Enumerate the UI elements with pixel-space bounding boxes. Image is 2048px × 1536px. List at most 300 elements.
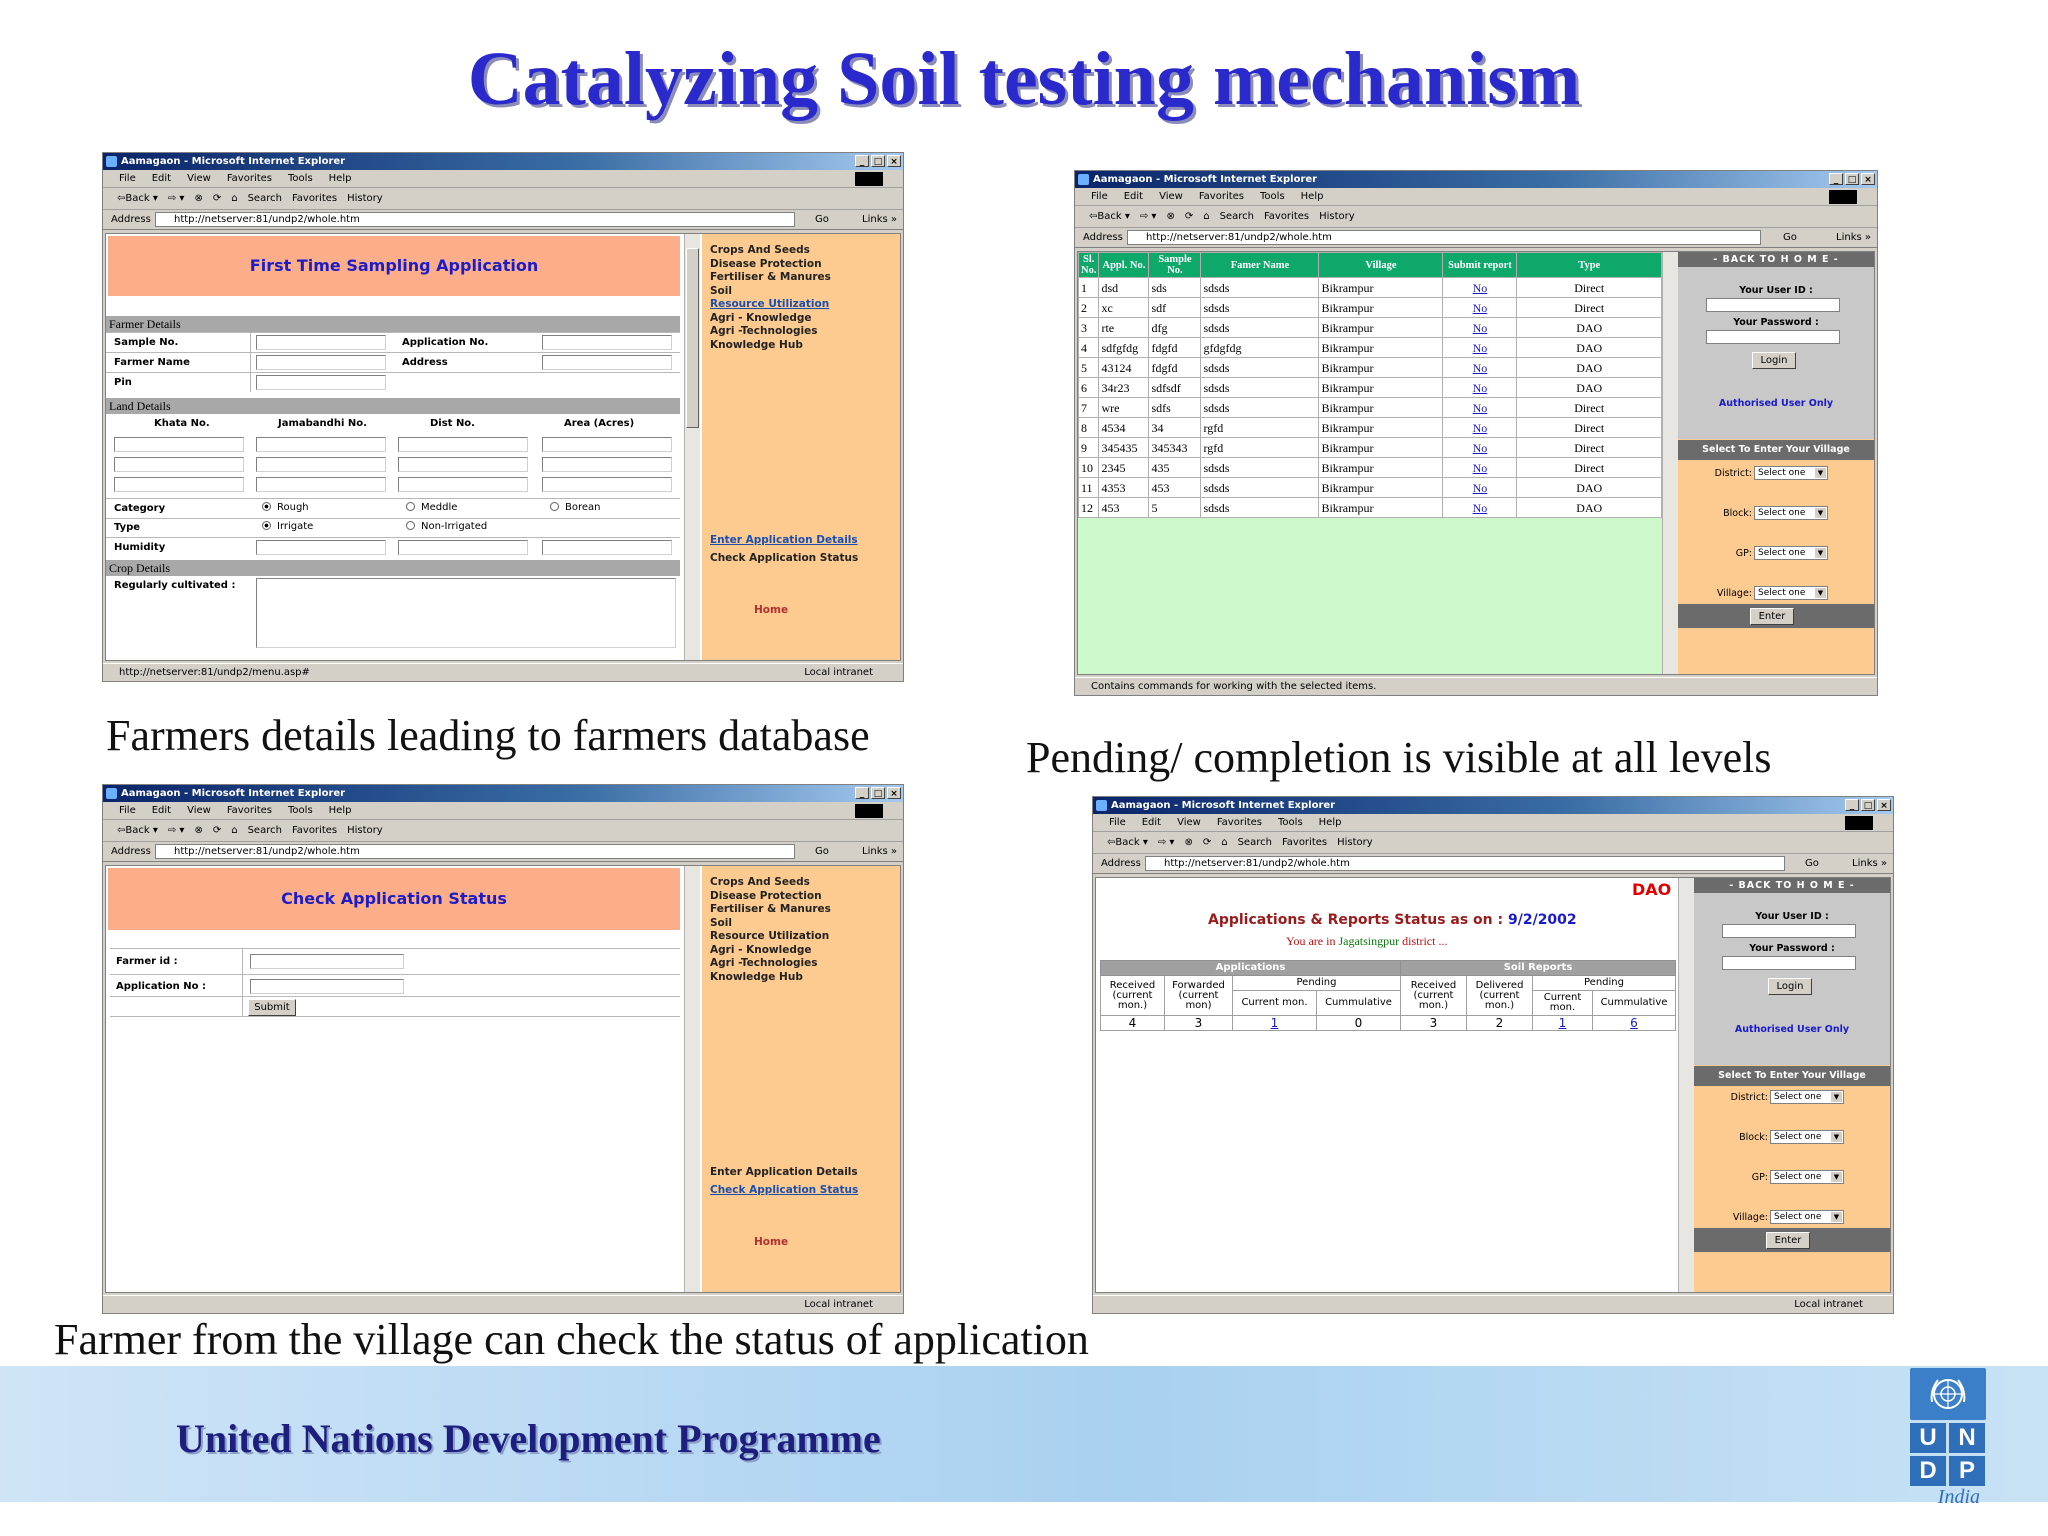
gp-select[interactable]: Select one ▼ <box>1770 1170 1844 1184</box>
menu-help[interactable]: Help <box>1300 191 1324 202</box>
cell-farmer-name: rgfd <box>1201 438 1319 458</box>
go-button[interactable]: Go <box>815 214 829 225</box>
gp-select[interactable]: Select one ▼ <box>1754 546 1828 560</box>
application-no-input[interactable] <box>250 979 404 994</box>
cell-appl-no: 4353 <box>1099 478 1149 498</box>
forward-button[interactable]: ⇨ ▾ <box>167 825 185 836</box>
login-panel <box>1694 878 1890 1292</box>
table-row <box>1079 318 1662 338</box>
menu-tools[interactable]: Tools <box>288 805 313 816</box>
logo-letter: N <box>1949 1423 1985 1453</box>
table-row <box>1079 478 1662 498</box>
jamabandhi-input[interactable] <box>256 437 386 452</box>
cell-farmer-name: sdsds <box>1201 458 1319 478</box>
browser-window-check-status <box>102 784 904 1314</box>
menu-help[interactable]: Help <box>1318 817 1342 828</box>
table-row <box>1101 1016 1676 1031</box>
col-app-received: Received (current mon.) <box>1101 976 1165 1016</box>
cell-farmer-name: sdsds <box>1201 498 1319 518</box>
divider <box>242 948 243 1016</box>
favorites-button[interactable]: Favorites <box>291 825 338 836</box>
menu-file[interactable]: File <box>119 805 136 816</box>
maximize-icon[interactable]: □ <box>1861 799 1875 811</box>
window-titlebar[interactable]: Aamagaon - Microsoft Internet Explorer _ □ × <box>1093 797 1893 814</box>
group-applications: Applications <box>1101 961 1401 976</box>
window-titlebar[interactable]: Aamagaon - Microsoft Internet Explorer _ □ × <box>1075 171 1877 188</box>
cell-type: Direct <box>1517 298 1662 318</box>
cell-sample-no: sdfs <box>1149 398 1201 418</box>
cell-type: Direct <box>1517 418 1662 438</box>
jamabandhi-input[interactable] <box>256 457 386 472</box>
divider <box>106 372 680 373</box>
col-app-pending-current: Current mon. <box>1233 991 1317 1016</box>
ie-icon <box>1078 174 1089 185</box>
menu-crops-and-seeds[interactable]: Crops And Seeds <box>710 876 810 888</box>
dao-label: DAO <box>1632 880 1672 899</box>
cell-farmer-name: sdsds <box>1201 318 1319 338</box>
menu-favorites[interactable]: Favorites <box>226 805 273 816</box>
refresh-icon[interactable]: ⟳ <box>1202 837 1212 848</box>
page-content <box>105 233 901 661</box>
address-input[interactable]: http://netserver:81/undp2/whole.htm <box>1145 856 1785 871</box>
farmer-id-label: Farmer id : <box>116 956 178 967</box>
logo-letter: D <box>1910 1456 1946 1486</box>
application-no-input[interactable] <box>542 335 672 350</box>
menu-help[interactable]: Help <box>328 173 352 184</box>
favorites-button[interactable]: Favorites <box>1263 211 1310 222</box>
search-button[interactable]: Search <box>247 193 282 204</box>
type-irrigate-radio[interactable]: Irrigate <box>262 521 313 532</box>
block-select[interactable]: Select one ▼ <box>1770 1130 1844 1144</box>
menu-soil[interactable]: Soil <box>710 916 732 929</box>
enter-application-link[interactable]: Enter Application Details <box>710 1166 858 1178</box>
farmer-name-label: Farmer Name <box>114 357 190 368</box>
menu-view[interactable]: View <box>1177 817 1201 828</box>
submit-button[interactable]: Submit <box>248 999 296 1016</box>
go-button[interactable]: Go <box>1805 858 1819 869</box>
section-farmer: Farmer Details <box>106 316 680 332</box>
enter-button[interactable]: Enter <box>1750 608 1794 625</box>
status-bar <box>103 663 903 681</box>
login-button[interactable]: Login <box>1768 978 1812 995</box>
toolbar <box>103 820 903 842</box>
cell-submit-report[interactable]: No <box>1443 458 1517 478</box>
page-content <box>105 865 901 1293</box>
close-icon[interactable]: × <box>1877 799 1891 811</box>
links-button[interactable]: Links » <box>862 846 897 857</box>
user-id-input[interactable] <box>1706 298 1840 312</box>
village-select[interactable]: Select one ▼ <box>1770 1210 1844 1224</box>
home-icon[interactable]: ⌂ <box>231 825 238 836</box>
home-icon[interactable]: ⌂ <box>1221 837 1228 848</box>
col-sl-no: Sl. No. <box>1079 253 1099 278</box>
status-zone: Local intranet <box>804 1299 873 1310</box>
stop-icon[interactable]: ⊗ <box>1184 837 1193 848</box>
search-button[interactable]: Search <box>1219 211 1254 222</box>
cell-submit-report[interactable]: No <box>1443 498 1517 518</box>
window-titlebar[interactable]: Aamagaon - Microsoft Internet Explorer _ □ × <box>103 785 903 802</box>
farmer-name-input[interactable] <box>256 355 386 370</box>
divider <box>250 332 251 392</box>
menu-edit[interactable]: Edit <box>1123 191 1144 202</box>
cell-sl-no: 4 <box>1079 338 1099 358</box>
maximize-icon[interactable]: □ <box>871 787 885 799</box>
logo-letter: P <box>1949 1456 1985 1486</box>
menu-view[interactable]: View <box>187 805 211 816</box>
close-icon[interactable]: × <box>887 787 901 799</box>
menu-fertiliser[interactable]: Fertiliser & Manures <box>710 271 831 283</box>
undp-letters <box>1910 1423 1990 1486</box>
slide-title: Catalyzing Soil testing mechanism <box>467 37 1581 121</box>
cell-sample-no: 34 <box>1149 418 1201 438</box>
select-village-header: Select To Enter Your Village <box>1694 1066 1890 1086</box>
dist-input[interactable] <box>398 477 528 492</box>
cell-submit-report[interactable]: No <box>1443 418 1517 438</box>
cell-sample-no: 345343 <box>1149 438 1201 458</box>
chevron-down-icon: ▼ <box>1831 1212 1842 1222</box>
scrollbar[interactable] <box>684 866 700 1292</box>
pin-input[interactable] <box>256 375 386 390</box>
table-row <box>1079 378 1662 398</box>
menu-favorites[interactable]: Favorites <box>1198 191 1245 202</box>
type-nonirrigated-radio[interactable]: Non-Irrigated <box>406 521 487 532</box>
cell-village: Bikrampur <box>1319 378 1443 398</box>
cell-appl-no: 453 <box>1099 498 1149 518</box>
status-zone: Local intranet <box>1794 1299 1863 1310</box>
history-button[interactable]: History <box>347 825 383 836</box>
table-header-row <box>1101 961 1676 976</box>
district-select[interactable]: Select one ▼ <box>1754 466 1828 480</box>
cell-sl-no: 2 <box>1079 298 1099 318</box>
password-input[interactable] <box>1706 330 1840 344</box>
cell-village: Bikrampur <box>1319 358 1443 378</box>
khata-input[interactable] <box>114 477 244 492</box>
minimize-icon[interactable]: _ <box>855 155 869 167</box>
application-no-label: Application No. <box>402 337 489 348</box>
windows-logo <box>1845 816 1873 830</box>
cell-submit-report[interactable]: No <box>1443 398 1517 418</box>
chevron-down-icon: ▼ <box>1815 548 1826 558</box>
status-url: http://netserver:81/undp2/menu.asp# <box>119 667 310 678</box>
category-meddle-radio[interactable]: Meddle <box>406 502 457 513</box>
close-icon[interactable]: × <box>887 155 901 167</box>
address-input[interactable]: http://netserver:81/undp2/whole.htm <box>155 844 795 859</box>
browser-window-dao-status <box>1092 796 1894 1314</box>
favorites-button[interactable]: Favorites <box>291 193 338 204</box>
col-farmer-name: Famer Name <box>1201 253 1319 278</box>
type-label: Type <box>114 522 141 533</box>
back-home-link[interactable]: - BACK TO H O M E - <box>1678 252 1874 267</box>
jamabandhi-input[interactable] <box>256 477 386 492</box>
category-borean-radio[interactable]: Borean <box>550 502 601 513</box>
cell-sample-no: sds <box>1149 278 1201 298</box>
chevron-down-icon: ▼ <box>1815 468 1826 478</box>
cell-farmer-name: sdsds <box>1201 278 1319 298</box>
login-panel <box>1678 252 1874 674</box>
menu-agri-technologies[interactable]: Agri -Technologies <box>710 957 818 969</box>
humidity-input[interactable] <box>256 540 386 555</box>
table-row <box>1079 438 1662 458</box>
scrollbar[interactable] <box>684 234 700 660</box>
caption-farmer-check-status: Farmer from the village can check the status of application <box>54 1315 1089 1364</box>
refresh-icon[interactable]: ⟳ <box>212 193 222 204</box>
menu-edit[interactable]: Edit <box>151 805 172 816</box>
group-soil-reports: Soil Reports <box>1401 961 1676 976</box>
cell-submit-report[interactable]: No <box>1443 318 1517 338</box>
table-row <box>1079 298 1662 318</box>
table-row <box>1079 498 1662 518</box>
menu-view[interactable]: View <box>1159 191 1183 202</box>
history-button[interactable]: History <box>1319 211 1355 222</box>
menu-file[interactable]: File <box>119 173 136 184</box>
cell-submit-report[interactable]: No <box>1443 338 1517 358</box>
menu-soil[interactable]: Soil <box>710 284 732 297</box>
forward-button[interactable]: ⇨ ▾ <box>167 193 185 204</box>
search-button[interactable]: Search <box>247 825 282 836</box>
area-input[interactable] <box>542 477 672 492</box>
menu-tools[interactable]: Tools <box>1260 191 1285 202</box>
block-label: Block: <box>1723 508 1752 519</box>
sample-no-input[interactable] <box>256 335 386 350</box>
menu-edit[interactable]: Edit <box>151 173 172 184</box>
address-input[interactable]: http://netserver:81/undp2/whole.htm <box>155 212 795 227</box>
cell-village: Bikrampur <box>1319 418 1443 438</box>
cell-sl-no: 6 <box>1079 378 1099 398</box>
favorites-button[interactable]: Favorites <box>1281 837 1328 848</box>
forward-button[interactable]: ⇨ ▾ <box>1157 837 1175 848</box>
menu-knowledge-hub[interactable]: Knowledge Hub <box>710 338 803 351</box>
window-titlebar[interactable]: Aamagaon - Microsoft Internet Explorer _ □ × <box>103 153 903 170</box>
cell-type: DAO <box>1517 478 1662 498</box>
stop-icon[interactable]: ⊗ <box>194 825 203 836</box>
home-icon[interactable]: ⌂ <box>231 193 238 204</box>
login-button[interactable]: Login <box>1752 352 1796 369</box>
ie-icon <box>106 156 117 167</box>
address-input[interactable] <box>542 355 672 370</box>
cell-farmer-name: sdsds <box>1201 478 1319 498</box>
maximize-icon[interactable]: □ <box>1845 173 1859 185</box>
farmer-id-input[interactable] <box>250 954 404 969</box>
back-button[interactable]: ⇦Back ▾ <box>1089 211 1130 222</box>
check-status-link[interactable]: Check Application Status <box>710 1184 859 1196</box>
menu-agri-knowledge[interactable]: Agri - Knowledge <box>710 943 812 956</box>
table-row <box>1079 418 1662 438</box>
back-button[interactable]: ⇦Back ▾ <box>117 193 158 204</box>
cell-sl-no: 1 <box>1079 278 1099 298</box>
cell-sl-no: 7 <box>1079 398 1099 418</box>
cell-submit-report[interactable]: No <box>1443 278 1517 298</box>
back-button[interactable]: ⇦Back ▾ <box>1107 837 1148 848</box>
humidity-input[interactable] <box>542 540 672 555</box>
col-soil-delivered: Delivered (current mon.) <box>1467 976 1533 1016</box>
menu-favorites[interactable]: Favorites <box>1216 817 1263 828</box>
links-button[interactable]: Links » <box>1836 232 1871 243</box>
table-row <box>1079 338 1662 358</box>
cell-village: Bikrampur <box>1319 318 1443 338</box>
khata-input[interactable] <box>114 437 244 452</box>
menu-fertiliser[interactable]: Fertiliser & Manures <box>710 903 831 915</box>
menu-resource-utilization[interactable]: Resource Utilization <box>710 930 830 942</box>
location-text: You are in Jagatsingpur district ... <box>1286 934 1448 948</box>
regularly-cultivated-textarea[interactable] <box>256 578 676 648</box>
forward-button[interactable]: ⇨ ▾ <box>1139 211 1157 222</box>
refresh-icon[interactable]: ⟳ <box>212 825 222 836</box>
cell-sample-no: dfg <box>1149 318 1201 338</box>
caption-farmers-details: Farmers details leading to farmers database <box>106 711 870 760</box>
cell-farmer-name: sdsds <box>1201 398 1319 418</box>
cell-submit-report[interactable]: No <box>1443 358 1517 378</box>
links-button[interactable]: Links » <box>1852 858 1887 869</box>
menu-tools[interactable]: Tools <box>288 173 313 184</box>
divider <box>106 332 680 333</box>
application-no-label: Application No : <box>116 981 206 992</box>
home-link[interactable]: Home <box>754 604 789 616</box>
value-soil-pending-cumulative[interactable]: 6 <box>1593 1016 1676 1031</box>
menu-crops-and-seeds[interactable]: Crops And Seeds <box>710 244 810 256</box>
menu-edit[interactable]: Edit <box>1141 817 1162 828</box>
district-select[interactable]: Select one ▼ <box>1770 1090 1844 1104</box>
windows-logo <box>855 804 883 818</box>
cell-farmer-name: gfdgfdg <box>1201 338 1319 358</box>
user-id-input[interactable] <box>1722 924 1856 938</box>
value-app-pending-current[interactable]: 1 <box>1233 1016 1317 1031</box>
minimize-icon[interactable]: _ <box>1845 799 1859 811</box>
enter-application-link[interactable]: Enter Application Details <box>710 534 858 546</box>
close-icon[interactable]: × <box>1861 173 1875 185</box>
menu-disease-protection[interactable]: Disease Protection <box>710 257 822 270</box>
gp-label: GP: <box>1751 1172 1768 1183</box>
go-button[interactable]: Go <box>815 846 829 857</box>
refresh-icon[interactable]: ⟳ <box>1184 211 1194 222</box>
table-header-row <box>1079 253 1662 278</box>
cell-type: Direct <box>1517 458 1662 478</box>
links-button[interactable]: Links » <box>862 214 897 225</box>
cell-sl-no: 3 <box>1079 318 1099 338</box>
table-row <box>1079 398 1662 418</box>
enter-button[interactable]: Enter <box>1766 1232 1810 1249</box>
status-text: Contains commands for working with the selected items. <box>1091 681 1377 692</box>
block-select[interactable]: Select one ▼ <box>1754 506 1828 520</box>
ie-icon <box>106 788 117 799</box>
home-icon[interactable]: ⌂ <box>1203 211 1210 222</box>
menu-agri-technologies[interactable]: Agri -Technologies <box>710 325 818 337</box>
chevron-down-icon: ▼ <box>1831 1132 1842 1142</box>
land-col-khata: Khata No. <box>154 418 210 429</box>
menu-disease-protection[interactable]: Disease Protection <box>710 889 822 902</box>
cell-submit-report[interactable]: No <box>1443 478 1517 498</box>
search-button[interactable]: Search <box>1237 837 1272 848</box>
humidity-input[interactable] <box>398 540 528 555</box>
logo-country: India <box>1937 1486 1980 1508</box>
col-soil-pending-cumulative: Cummulative <box>1593 991 1676 1016</box>
menu-knowledge-hub[interactable]: Knowledge Hub <box>710 970 803 983</box>
pin-label: Pin <box>114 377 132 388</box>
maximize-icon[interactable]: □ <box>871 155 885 167</box>
cell-farmer-name: sdsds <box>1201 358 1319 378</box>
scrollbar[interactable] <box>1662 252 1678 674</box>
scrollbar[interactable] <box>1678 878 1694 1292</box>
home-link[interactable]: Home <box>754 1236 789 1248</box>
table-row <box>1079 278 1662 298</box>
back-button[interactable]: ⇦Back ▾ <box>117 825 158 836</box>
status-zone: Local intranet <box>804 667 873 678</box>
chevron-down-icon: ▼ <box>1831 1172 1842 1182</box>
cell-submit-report[interactable]: No <box>1443 298 1517 318</box>
address-bar: Address http://netserver:81/undp2/whole.htm Go Links » <box>103 210 903 230</box>
dist-input[interactable] <box>398 437 528 452</box>
divider <box>106 518 680 519</box>
authorised-note: Authorised User Only <box>1718 398 1834 409</box>
authorised-note: Authorised User Only <box>1734 1024 1850 1035</box>
minimize-icon[interactable]: _ <box>855 787 869 799</box>
history-button[interactable]: History <box>347 193 383 204</box>
menu-tools[interactable]: Tools <box>1278 817 1303 828</box>
menu-file[interactable]: File <box>1109 817 1126 828</box>
address-label: Address <box>402 357 448 368</box>
check-status-link[interactable]: Check Application Status <box>710 552 859 564</box>
khata-input[interactable] <box>114 457 244 472</box>
address-bar: Address http://netserver:81/undp2/whole.htm Go Links » <box>103 842 903 862</box>
minimize-icon[interactable]: _ <box>1829 173 1843 185</box>
category-rough-radio[interactable]: Rough <box>262 502 309 513</box>
table-row <box>1101 976 1676 991</box>
status-title: Applications & Reports Status as on : 9/2/2002 <box>1208 912 1577 928</box>
value-soil-received: 3 <box>1401 1016 1467 1031</box>
menu-view[interactable]: View <box>187 173 211 184</box>
menu-file[interactable]: File <box>1091 191 1108 202</box>
divider <box>110 996 680 997</box>
chevron-down-icon: ▼ <box>1831 1092 1842 1102</box>
area-input[interactable] <box>542 457 672 472</box>
value-soil-pending-current[interactable]: 1 <box>1533 1016 1593 1031</box>
go-button[interactable]: Go <box>1783 232 1797 243</box>
password-input[interactable] <box>1722 956 1856 970</box>
area-input[interactable] <box>542 437 672 452</box>
divider <box>106 537 680 538</box>
back-home-link[interactable]: - BACK TO H O M E - <box>1694 878 1890 893</box>
cell-appl-no: 345435 <box>1099 438 1149 458</box>
cell-submit-report[interactable]: No <box>1443 378 1517 398</box>
address-bar: Address http://netserver:81/undp2/whole.htm Go Links » <box>1093 854 1893 874</box>
scrollbar-thumb[interactable] <box>686 248 699 428</box>
applications-table-body <box>1079 278 1662 518</box>
address-bar: Address http://netserver:81/undp2/whole.htm Go Links » <box>1075 228 1877 248</box>
col-sample-no: Sample No. <box>1149 253 1201 278</box>
history-button[interactable]: History <box>1337 837 1373 848</box>
cell-sample-no: sdf <box>1149 298 1201 318</box>
menu-favorites[interactable]: Favorites <box>226 173 273 184</box>
dist-input[interactable] <box>398 457 528 472</box>
stop-icon[interactable]: ⊗ <box>194 193 203 204</box>
col-village: Village <box>1319 253 1443 278</box>
chevron-down-icon: ▼ <box>1815 508 1826 518</box>
cell-appl-no: 2345 <box>1099 458 1149 478</box>
stop-icon[interactable]: ⊗ <box>1166 211 1175 222</box>
menu-agri-knowledge[interactable]: Agri - Knowledge <box>710 311 812 324</box>
status-date: 9/2/2002 <box>1507 912 1577 928</box>
menu-resource-utilization[interactable]: Resource Utilization <box>710 298 830 310</box>
windows-logo <box>855 172 883 186</box>
browser-window-sampling <box>102 152 904 682</box>
cell-type: DAO <box>1517 498 1662 518</box>
cell-submit-report[interactable]: No <box>1443 438 1517 458</box>
chevron-down-icon: ▼ <box>1815 588 1826 598</box>
address-input[interactable]: http://netserver:81/undp2/whole.htm <box>1127 230 1761 245</box>
village-select[interactable]: Select one ▼ <box>1754 586 1828 600</box>
sample-no-label: Sample No. <box>114 337 179 348</box>
page-content <box>1077 251 1875 675</box>
menu-help[interactable]: Help <box>328 805 352 816</box>
